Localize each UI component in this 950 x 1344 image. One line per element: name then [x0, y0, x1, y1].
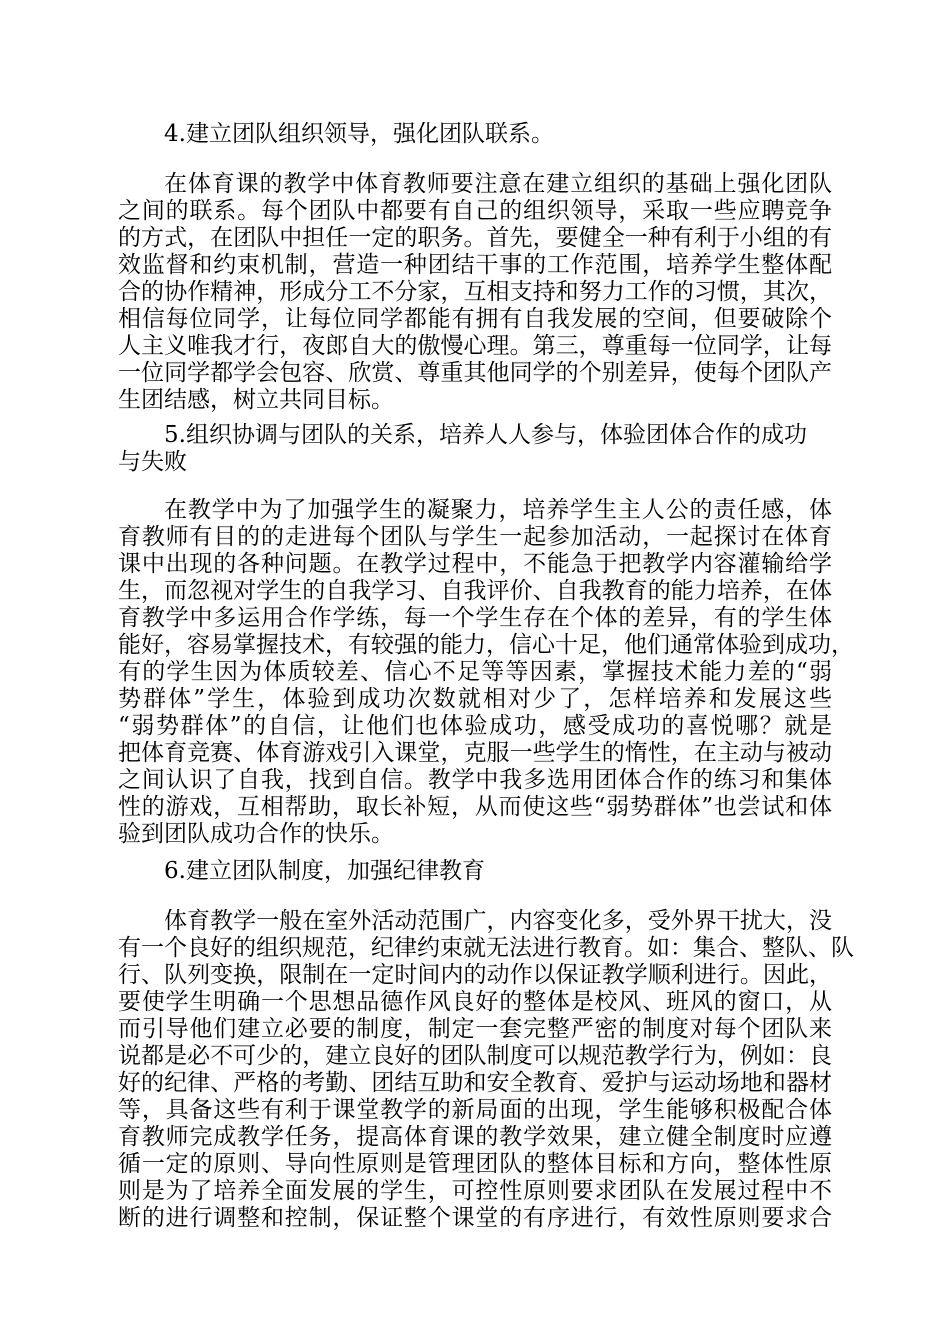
paragraph-line: 势群体”学生，体验到成功次数就相对少了，怎样培养和发展这些 [118, 686, 832, 712]
heading-line: 5.组织协调与团队的关系，培养人人参与，体验团体合作的成功 [164, 422, 807, 448]
section-6-paragraph [118, 908, 854, 1232]
paragraph-line: 体育教学一般在室外活动范围广，内容变化多，受外界干扰大，没 [164, 908, 832, 934]
section-4-heading [118, 121, 832, 148]
paragraph-line: 能好，容易掌握技术，有较强的能力，信心十足，他们通常体验到成功， [118, 632, 854, 658]
paragraph-line: 育教师完成教学任务，提高体育课的教学效果，建立健全制度时应遵 [118, 1124, 832, 1150]
heading-line: 6.建立团队制度，加强纪律教育 [164, 858, 485, 884]
paragraph-line: 等，具备这些有利于课堂教学的新局面的出现，学生能够积极配合体 [118, 1097, 832, 1123]
paragraph-line: 好的纪律、严格的考勤、团结互助和安全教育、爱护与运动场地和器材 [118, 1070, 832, 1096]
paragraph-line: 的方式，在团队中担任一定的职务。首先，要健全一种有利于小组的有 [118, 225, 832, 251]
paragraph-line: 一位同学都学会包容、欣赏、尊重其他同学的个别差异，使每个团队产 [118, 360, 832, 386]
heading-line: 与失败 [118, 449, 187, 475]
paragraph-line: 则是为了培养全面发展的学生，可控性原则要求团队在发展过程中不 [118, 1178, 832, 1204]
section-6-heading [118, 858, 832, 885]
paragraph-line: 行、队列变换，限制在一定时间内的动作以保证教学顺利进行。因此， [118, 962, 832, 988]
paragraph-line: 效监督和约束机制，营造一种团结干事的工作范围，培养学生整体配 [118, 252, 832, 278]
paragraph-line: 有的学生因为体质较差、信心不足等等因素，掌握技术能力差的“弱 [118, 659, 832, 685]
heading-line: 4.建立团队组织领导，强化团队联系。 [164, 121, 554, 147]
paragraph-line: 课中出现的各种问题。在教学过程中，不能急于把教学内容灌输给学 [118, 551, 832, 577]
paragraph-line: 验到团队成功合作的快乐。 [118, 821, 394, 847]
paragraph-line: 生，而忽视对学生的自我学习、自我评价、自我教育的能力培养，在体 [118, 578, 832, 604]
paragraph-line: 相信每位同学，让每位同学都能有拥有自我发展的空间，但要破除个 [118, 306, 832, 332]
paragraph-line: 育教学中多运用合作学练，每一个学生存在个体的差异，有的学生体 [118, 605, 832, 631]
paragraph-line: 人主义唯我才行，夜郎自大的傲慢心理。第三，尊重每一位同学，让每 [118, 333, 832, 359]
paragraph-line: 要使学生明确一个思想品德作风良好的整体是校风、班风的窗口，从 [118, 989, 832, 1015]
paragraph-line: 之间的联系。每个团队中都要有自己的组织领导，采取一些应聘竞争 [118, 198, 832, 224]
paragraph-line: 说都是必不可少的，建立良好的团队制度可以规范教学行为，例如：良 [118, 1043, 832, 1069]
paragraph-line: 性的游戏，互相帮助，取长补短，从而使这些“弱势群体”也尝试和体 [118, 794, 832, 820]
paragraph-line: 之间认识了自我，找到自信。教学中我多选用团体合作的练习和集体 [118, 767, 832, 793]
paragraph-line: 合的协作精神，形成分工不分家，互相支持和努力工作的习惯，其次， [118, 279, 832, 305]
paragraph-line: 而引导他们建立必要的制度，制定一套完整严密的制度对每个团队来 [118, 1016, 832, 1042]
section-5-paragraph [118, 497, 854, 848]
paragraph-line: “弱势群体”的自信，让他们也体验成功，感受成功的喜悦哪？就是 [118, 713, 832, 739]
paragraph-line: 生团结感，树立共同目标。 [118, 387, 394, 413]
section-4-paragraph [118, 171, 832, 414]
paragraph-line: 在教学中为了加强学生的凝聚力，培养学生主人公的责任感，体 [164, 497, 832, 523]
paragraph-line: 育教师有目的的走进每个团队与学生一起参加活动，一起探讨在体育 [118, 524, 832, 550]
section-5-heading [118, 422, 832, 476]
paragraph-line: 把体育竞赛、体育游戏引入课堂，克服一些学生的惰性，在主动与被动 [118, 740, 832, 766]
paragraph-line: 在体育课的教学中体育教师要注意在建立组织的基础上强化团队 [164, 171, 832, 197]
paragraph-line: 断的进行调整和控制，保证整个课堂的有序进行，有效性原则要求合 [118, 1205, 832, 1231]
paragraph-line: 有一个良好的组织规范，纪律约束就无法进行教育。如：集合、整队、队 [118, 935, 854, 961]
paragraph-line: 循一定的原则、导向性原则是管理团队的整体目标和方向，整体性原 [118, 1151, 832, 1177]
